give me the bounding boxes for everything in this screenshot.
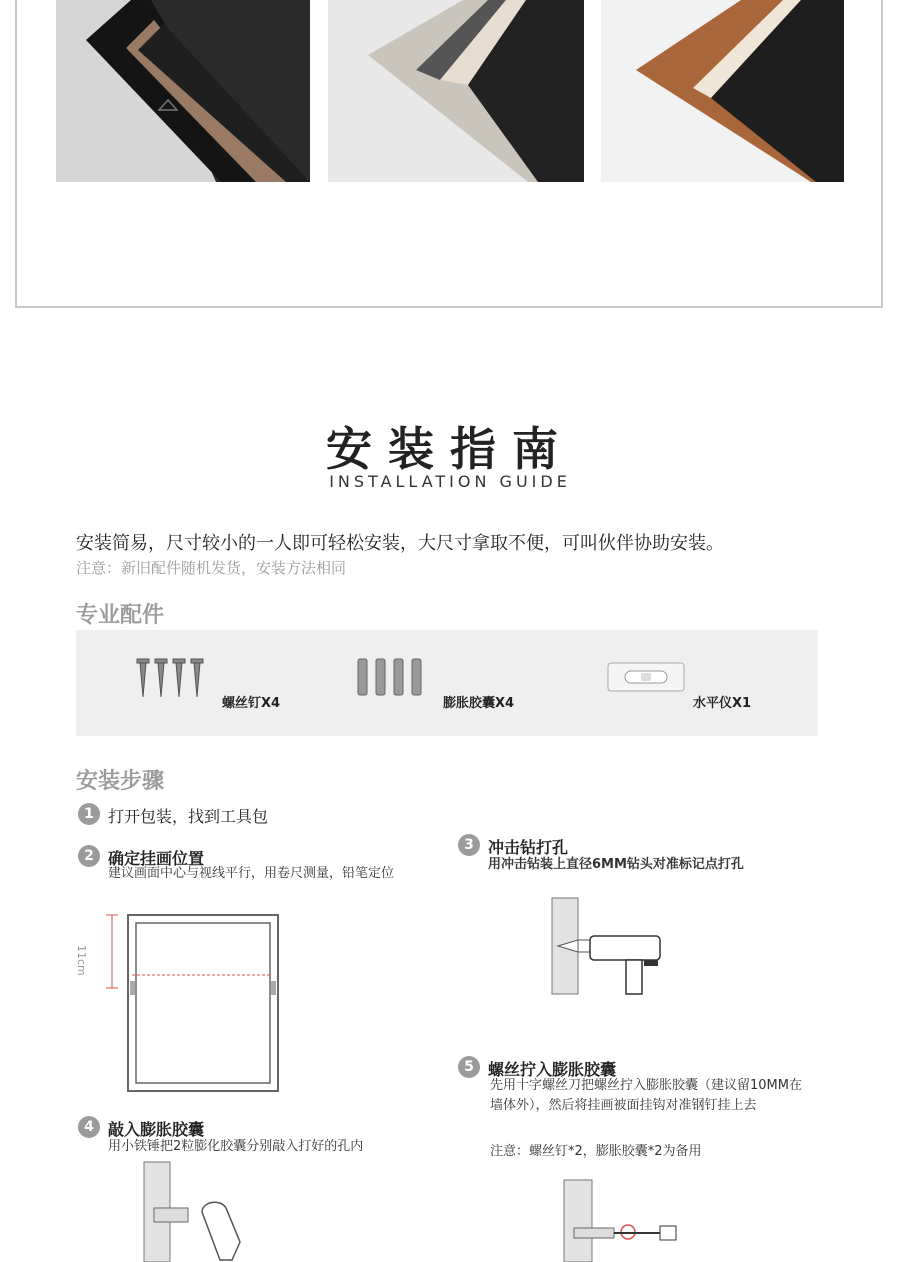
step-4-number: 4 bbox=[78, 1116, 100, 1138]
intro-note: 注意：新旧配件随机发货，安装方法相同 bbox=[76, 559, 347, 577]
accessory-label-level: 水平仪X1 bbox=[693, 696, 752, 711]
hammer-diagram bbox=[140, 1162, 270, 1262]
frame-position-diagram bbox=[92, 913, 282, 1093]
step-2-title: 确定挂画位置 bbox=[108, 849, 205, 868]
page-title: 安装指南 bbox=[326, 422, 574, 476]
frame-sample-black bbox=[56, 0, 310, 182]
step-5-note: 注意：螺丝钉*2，膨胀胶囊*2为备用 bbox=[490, 1144, 702, 1159]
step-1-title: 打开包装，找到工具包 bbox=[108, 807, 269, 826]
level-icon bbox=[607, 662, 685, 692]
accessories-heading: 专业配件 bbox=[76, 603, 165, 628]
step-3-number: 3 bbox=[458, 834, 480, 856]
frame-sample-wood bbox=[601, 0, 844, 182]
step-2-desc: 建议画面中心与视线平行，用卷尺测量，铅笔定位 bbox=[108, 866, 395, 881]
step-3-desc: 用冲击钻装上直径6MM钻头对准标记点打孔 bbox=[488, 857, 744, 872]
step-5-number: 5 bbox=[458, 1056, 480, 1078]
step-3-title: 冲击钻打孔 bbox=[488, 838, 569, 857]
measure-label: 11cm bbox=[75, 945, 88, 976]
steps-heading: 安装步骤 bbox=[76, 769, 165, 794]
anchor-icon bbox=[357, 657, 427, 697]
screwdriver-diagram bbox=[560, 1180, 680, 1262]
step-2-number: 2 bbox=[78, 845, 100, 867]
page-subtitle: INSTALLATION GUIDE bbox=[329, 472, 571, 491]
drill-diagram bbox=[548, 898, 678, 998]
step-1-number: 1 bbox=[78, 803, 100, 825]
accessory-label-screw: 螺丝钉X4 bbox=[222, 696, 281, 711]
accessory-label-anchor: 膨胀胶囊X4 bbox=[443, 696, 515, 711]
frame-sample-silver bbox=[328, 0, 584, 182]
intro-text: 安装简易，尺寸较小的一人即可轻松安装，大尺寸拿取不便，可叫伙伴协助安装。 bbox=[76, 533, 724, 554]
step-4-desc: 用小铁锤把2粒膨化胶囊分别敲入打好的孔内 bbox=[108, 1139, 364, 1154]
step-5-desc: 先用十字螺丝刀把螺丝拧入膨胀胶囊（建议留10MM在墙体外），然后将挂画被面挂钩对准钢钉挂上去 bbox=[490, 1078, 802, 1113]
step-5-title: 螺丝拧入膨胀胶囊 bbox=[488, 1060, 617, 1079]
screw-icon bbox=[136, 657, 206, 702]
step-4-title: 敲入膨胀胶囊 bbox=[108, 1120, 205, 1139]
